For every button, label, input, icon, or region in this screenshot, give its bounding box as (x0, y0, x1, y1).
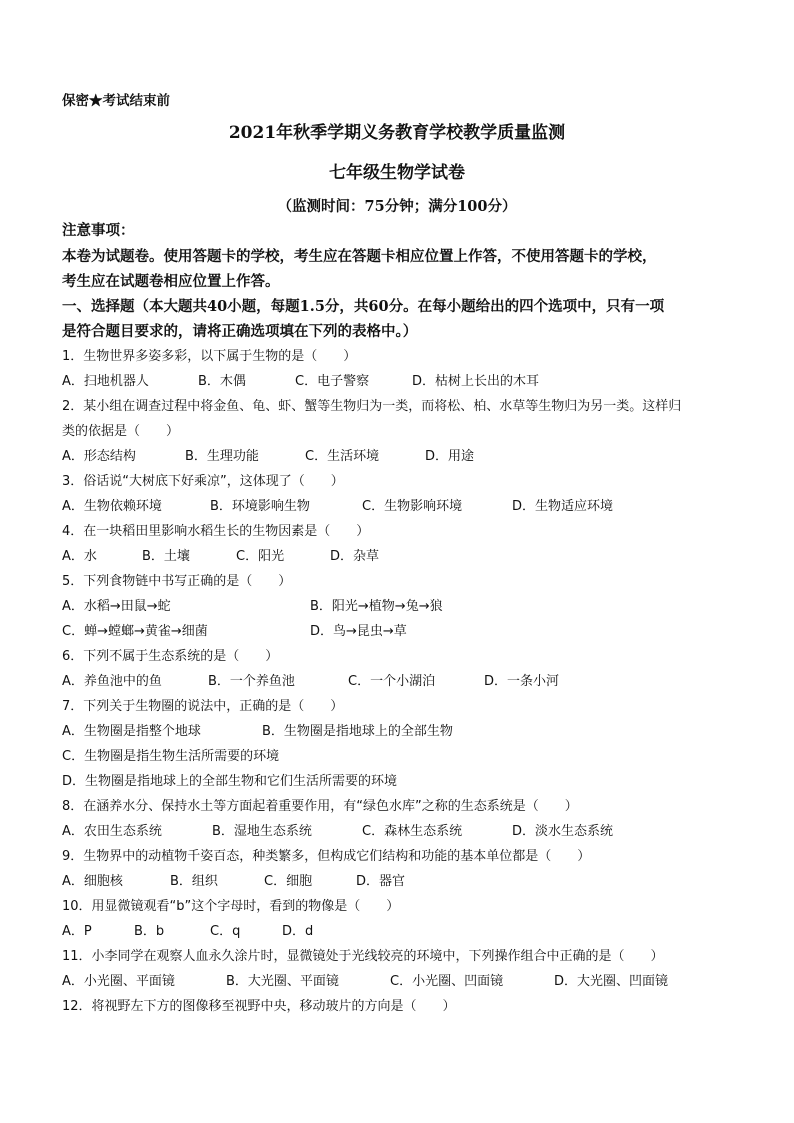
option-c: C．生活环境 (305, 449, 380, 464)
question-stem: 9．生物界中的动植物千姿百态，种类繁多，但构成它们结构和功能的基本单位都是（ ） (62, 849, 591, 864)
option-c: C．生物影响环境 (362, 499, 463, 514)
option-b: B．湿地生态系统 (212, 824, 312, 839)
option-c: C．蝉→螳螂→黄雀→细菌 (62, 624, 208, 639)
option-d: D．一条小河 (484, 674, 560, 689)
option-d: D．d (282, 924, 314, 939)
option-b: B．生物圈是指地球上的全部生物 (262, 724, 453, 739)
exam-subtitle: 七年级生物学试卷 (329, 163, 465, 183)
option-d: D．生物圈是指地球上的全部生物和它们生活所需要的环境 (62, 774, 398, 789)
option-d: D．鸟→昆虫→草 (310, 624, 407, 639)
option-a: A．生物依赖环境 (62, 499, 162, 514)
option-b: B．土壤 (142, 549, 190, 564)
option-d: D．大光圈、凹面镜 (554, 974, 669, 989)
option-b: B．木偶 (198, 374, 246, 389)
option-a: A．P (62, 924, 92, 939)
option-a: A．生物圈是指整个地球 (62, 724, 201, 739)
option-d: D．枯树上长出的木耳 (412, 374, 540, 389)
question-stem: 11．小李同学在观察人血永久涂片时，显微镜处于光线较亮的环境中，下列操作组合中正确的是（ ） (62, 949, 664, 964)
question-stem: 2．某小组在调查过程中将金鱼、龟、虾、蟹等生物归为一类，而将松、柏、水草等生物归为另一类。这样归 (62, 399, 682, 414)
option-c: C．细胞 (264, 874, 313, 889)
section-1-line-2: 是符合题目要求的，请将正确选项填在下列的表格中。） (62, 323, 418, 340)
question-stem: 4．在一块稻田里影响水稻生长的生物因素是（ ） (62, 524, 370, 539)
question-stem: 3．俗话说“大树底下好乘凉”，这体现了（ ） (62, 474, 344, 489)
question-stem: 5．下列食物链中书写正确的是（ ） (62, 574, 292, 589)
option-d: D．器官 (356, 874, 406, 889)
option-b: B．b (134, 924, 165, 939)
option-b: B．组织 (170, 874, 218, 889)
option-b: B．阳光→植物→兔→狼 (310, 599, 443, 614)
notice-line-1: 本卷为试题卷。使用答题卡的学校，考生应在答题卡相应位置上作答，不使用答题卡的学校， (62, 248, 657, 265)
question-stem: 12．将视野左下方的图像移至视野中央，移动玻片的方向是（ ） (62, 999, 456, 1014)
option-c: C．q (210, 924, 241, 939)
option-c: C．生物圈是指生物生活所需要的环境 (62, 749, 280, 764)
question-stem: 1．生物世界多姿多彩，以下属于生物的是（ ） (62, 349, 357, 364)
question-stem: 8．在涵养水分、保持水土等方面起着重要作用，有“绿色水库”之称的生态系统是（ ） (62, 799, 578, 814)
question-stem: 6．下列不属于生态系统的是（ ） (62, 649, 279, 664)
exam-time-info: （监测时间：75分钟；满分100分） (277, 198, 517, 215)
question-stem-cont: 类的依据是（ ） (62, 424, 180, 439)
option-a: A．小光圈、平面镜 (62, 974, 175, 989)
notice-heading: 注意事项： (62, 222, 135, 239)
notice-line-2: 考生应在试题卷相应位置上作答。 (62, 273, 280, 290)
option-d: D．用途 (425, 449, 475, 464)
question-stem: 7．下列关于生物圈的说法中，正确的是（ ） (62, 699, 344, 714)
option-c: C．一个小湖泊 (348, 674, 436, 689)
option-d: D．生物适应环境 (512, 499, 614, 514)
question-stem: 10．用显微镜观看“b”这个字母时，看到的物像是（ ） (62, 899, 400, 914)
option-a: A．农田生态系统 (62, 824, 162, 839)
option-a: A．水稻→田鼠→蛇 (62, 599, 171, 614)
option-a: A．养鱼池中的鱼 (62, 674, 162, 689)
option-c: C．森林生态系统 (362, 824, 463, 839)
option-b: B．一个养鱼池 (208, 674, 295, 689)
option-a: A．细胞核 (62, 874, 123, 889)
exam-title: 2021年秋季学期义务教育学校教学质量监测 (228, 123, 566, 143)
option-b: B．生理功能 (185, 449, 259, 464)
option-b: B．大光圈、平面镜 (226, 974, 339, 989)
option-d: D．杂草 (330, 549, 380, 564)
option-b: B．环境影响生物 (210, 499, 310, 514)
option-c: C．阳光 (236, 549, 285, 564)
section-1-line-1: 一、选择题（本大题共40小题，每题1.5分，共60分。在每小题给出的四个选项中，只有一项 (62, 298, 665, 315)
confidential-label: 保密★考试结束前 (62, 93, 170, 109)
option-c: C．小光圈、凹面镜 (390, 974, 504, 989)
option-d: D．淡水生态系统 (512, 824, 614, 839)
option-c: C．电子警察 (295, 374, 370, 389)
option-a: A．水 (62, 549, 97, 564)
option-a: A．形态结构 (62, 449, 136, 464)
option-a: A．扫地机器人 (62, 374, 149, 389)
